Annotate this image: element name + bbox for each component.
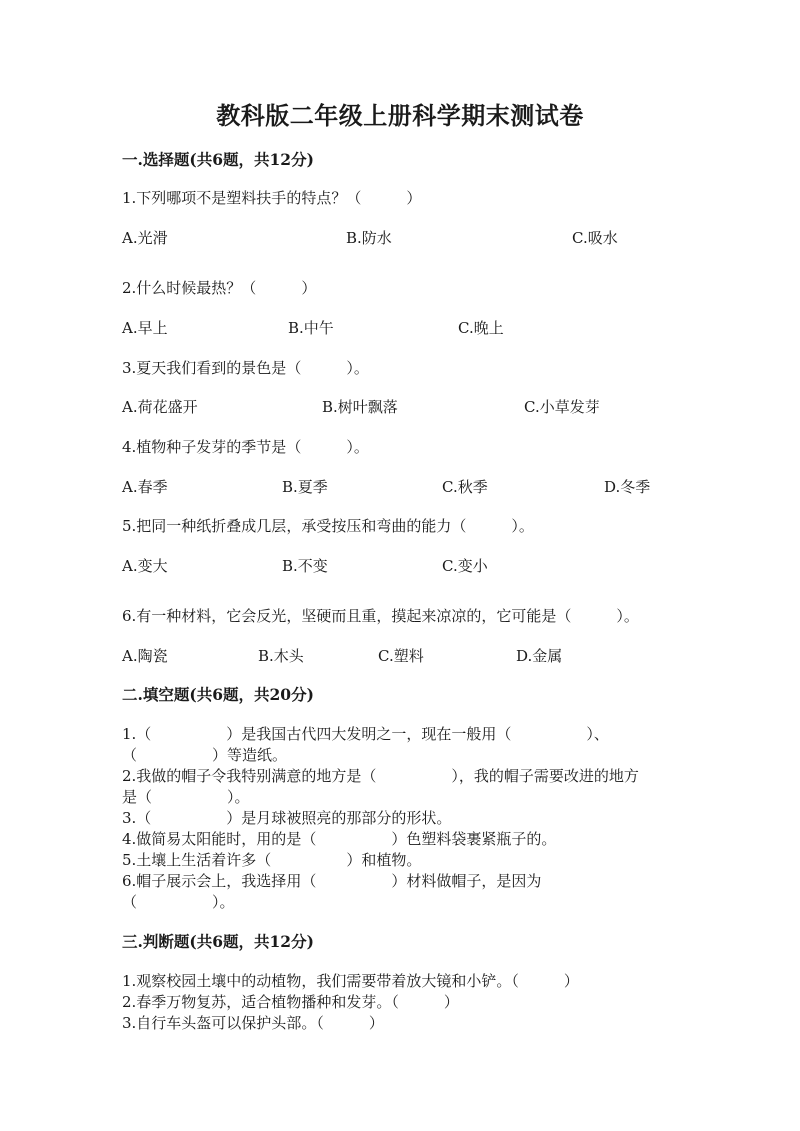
question-option: A.陶瓷 — [122, 647, 168, 665]
section-header-fill: 二.填空题(共6题，共20分) — [122, 685, 314, 704]
fill-line: 6.帽子展示会上，我选择用（ ）材料做帽子，是因为 — [122, 872, 542, 890]
question-stem: 5.把同一种纸折叠成几层，承受按压和弯曲的能力（ ）。 — [122, 517, 534, 535]
question-stem: 1.下列哪项不是塑料扶手的特点？（ ） — [122, 189, 422, 207]
page-title: 教科版二年级上册科学期末测试卷 — [216, 101, 584, 130]
question-option: A.光滑 — [122, 229, 168, 247]
fill-line: （ ）等造纸。 — [122, 746, 288, 764]
fill-line: 4.做简易太阳能时，用的是（ ）色塑料袋裹紧瓶子的。 — [122, 830, 557, 848]
section-header-choice: 一.选择题(共6题，共12分) — [122, 150, 314, 169]
fill-line: 5.土壤上生活着许多（ ）和植物。 — [122, 851, 422, 869]
question-option: C.变小 — [442, 557, 488, 575]
question-option: B.木头 — [258, 647, 304, 665]
fill-line: （ ）。 — [122, 893, 235, 911]
question-option: C.吸水 — [572, 229, 618, 247]
judge-line: 3.自行车头盔可以保护头部。（ ） — [122, 1014, 384, 1032]
question-option: C.秋季 — [442, 478, 488, 496]
question-option: A.荷花盛开 — [122, 398, 198, 416]
judge-line: 2.春季万物复苏，适合植物播种和发芽。（ ） — [122, 993, 459, 1011]
question-option: C.晚上 — [458, 319, 504, 337]
question-option: A.春季 — [122, 478, 168, 496]
fill-line: 3.（ ）是月球被照亮的那部分的形状。 — [122, 809, 452, 827]
question-option: D.金属 — [516, 647, 563, 665]
question-option: D.冬季 — [604, 478, 651, 496]
question-option: B.不变 — [282, 557, 328, 575]
question-stem: 3.夏天我们看到的景色是（ ）。 — [122, 359, 369, 377]
section-header-judge: 三.判断题(共6题，共12分) — [122, 932, 314, 951]
question-stem: 6.有一种材料，它会反光，坚硬而且重，摸起来凉凉的，它可能是（ ）。 — [122, 607, 639, 625]
question-option: B.防水 — [346, 229, 392, 247]
question-option: B.树叶飘落 — [322, 398, 398, 416]
question-option: B.中午 — [288, 319, 334, 337]
fill-line: 是（ ）。 — [122, 788, 250, 806]
question-stem: 2.什么时候最热？（ ） — [122, 279, 317, 297]
judge-line: 1.观察校园土壤中的动植物，我们需要带着放大镜和小铲。（ ） — [122, 972, 579, 990]
fill-line: 1.（ ）是我国古代四大发明之一，现在一般用（ ）、 — [122, 725, 609, 743]
question-stem: 4.植物种子发芽的季节是（ ）。 — [122, 438, 369, 456]
fill-line: 2.我做的帽子令我特别满意的地方是（ ），我的帽子需要改进的地方 — [122, 767, 639, 785]
question-option: A.变大 — [122, 557, 168, 575]
question-option: A.早上 — [122, 319, 168, 337]
question-option: B.夏季 — [282, 478, 328, 496]
question-option: C.小草发芽 — [524, 398, 600, 416]
question-option: C.塑料 — [378, 647, 424, 665]
